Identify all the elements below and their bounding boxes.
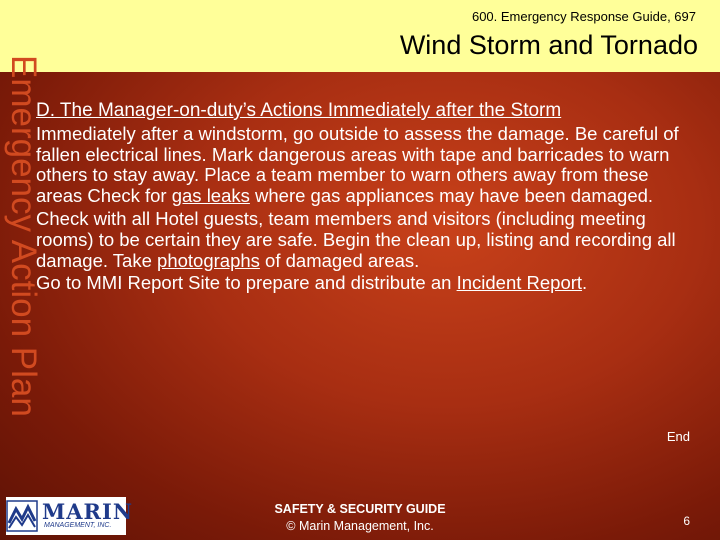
paragraph-3-text-a: Go to MMI Report Site to prepare and distribute an <box>36 272 457 294</box>
paragraph-3-text-b: . <box>582 272 588 294</box>
paragraph-1-text-b: where gas appliances may have been damaged. <box>249 185 654 207</box>
paragraph-1 <box>36 124 696 207</box>
footer-center <box>230 501 490 535</box>
content-body <box>36 101 696 296</box>
side-vertical-text: Emergency Action Plan <box>4 55 43 417</box>
gas-leaks-link[interactable]: gas leaks <box>171 185 250 207</box>
logo-brand: MARIN <box>42 499 134 524</box>
guide-reference: 600. Emergency Response Guide, 697 <box>471 9 696 24</box>
incident-report-link[interactable]: Incident Report <box>456 272 583 294</box>
paragraph-2-text-b: of damaged areas. <box>259 249 420 271</box>
logo-subtext: MANAGEMENT, INC. <box>44 522 112 529</box>
marin-logo <box>6 497 134 535</box>
paragraph-1-text-a: Immediately after a windstorm, go outside to assess the damage. Be careful of fallen electrical lines. Mark dangerous areas with tape and barricades to warn others to stay away. Place a team member to warn others away from these areas Check for <box>36 122 679 207</box>
paragraph-2-text-a: Check with all Hotel guests, team members and visitors (including meeting rooms) to be certain they are safe. Begin the clean up, listing and recording all damage. Take <box>36 207 676 271</box>
photographs-link[interactable]: photographs <box>157 249 260 271</box>
slide-number: 6 <box>683 514 690 528</box>
footer-guide: SAFETY & SECURITY GUIDE <box>274 502 446 516</box>
paragraph-3 <box>36 273 696 294</box>
section-heading: D. The Manager-on-duty’s Actions Immediately after the Storm <box>36 100 562 121</box>
paragraph-2 <box>36 209 696 271</box>
end-button[interactable]: End <box>666 429 690 444</box>
slide-title: Wind Storm and Tornado <box>399 30 698 60</box>
header-bar <box>0 0 720 72</box>
wave-logo-icon <box>6 497 40 535</box>
footer-copyright: © Marin Management, Inc. <box>286 519 434 533</box>
